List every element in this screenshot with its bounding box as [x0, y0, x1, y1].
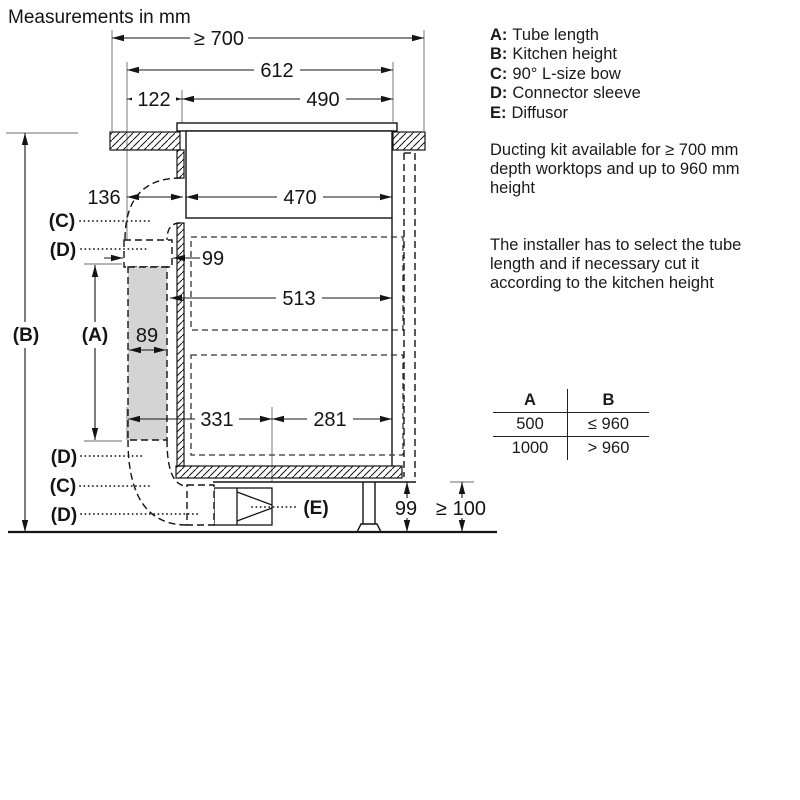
dim-99-plinth: 99: [394, 498, 418, 520]
top-bow-outer: [125, 178, 181, 240]
label-d-top: (D): [49, 240, 77, 261]
cabinet-bottom-panel: [176, 466, 402, 478]
legend-key: E:: [490, 103, 507, 122]
availability-note: [490, 141, 739, 198]
label-d-bottom: (D): [50, 505, 78, 526]
table-header-row: [493, 389, 649, 413]
diffusor: [214, 488, 272, 525]
hob-top-plate: [177, 123, 397, 131]
leg-foot: [357, 524, 381, 532]
legend-item-d: [490, 84, 641, 103]
table-cell: ≤ 960: [568, 413, 650, 437]
label-c-bottom: (C): [49, 476, 77, 497]
dim-612: 612: [260, 60, 294, 82]
table-row: [493, 437, 649, 461]
legend-item-a: [490, 26, 641, 45]
dim-122: 122: [137, 89, 171, 111]
table-header-a: A: [493, 389, 568, 413]
table-row: [493, 413, 649, 437]
legend-key: D:: [490, 84, 508, 103]
legend-item-b: [490, 45, 641, 64]
cabinet-side-panel: [177, 223, 184, 466]
legend-item-c: [490, 65, 641, 84]
table-header-b: B: [568, 389, 650, 413]
table-cell: 500: [493, 413, 568, 437]
tube-selection-table: [493, 389, 649, 460]
legend-key: C:: [490, 64, 508, 83]
label-e: (E): [303, 498, 329, 519]
legend-label: 90° L-size bow: [512, 64, 621, 83]
dim-depth-min: ≥ 700: [194, 28, 244, 50]
label-a: (A): [81, 325, 109, 346]
connector-sleeve-bottom: [187, 485, 214, 525]
note-line: depth worktops and up to 960 mm: [490, 160, 740, 178]
note-line: Ducting kit available for ≥ 700 mm: [490, 141, 739, 159]
dim-99-sleeve: 99: [201, 248, 225, 270]
dim-331: 331: [200, 409, 234, 431]
label-b: (B): [12, 325, 40, 346]
legend-label: Tube length: [512, 26, 599, 44]
legend-item-e: [490, 104, 641, 123]
dim-100-min: ≥ 100: [436, 498, 486, 520]
legend-label: Kitchen height: [512, 45, 617, 64]
tube: [128, 267, 167, 440]
dim-136: 136: [87, 187, 121, 209]
label-c-top: (C): [48, 211, 76, 232]
legend-label: Connector sleeve: [512, 84, 641, 103]
dimension-lines: [25, 38, 462, 532]
legend-label: Diffusor: [511, 103, 569, 122]
note-line: according to the kitchen height: [490, 274, 714, 292]
connector-sleeve-top: [124, 240, 172, 267]
legend-key: B:: [490, 45, 508, 64]
table-cell: > 960: [587, 439, 630, 457]
cabinet-lines: [8, 218, 497, 532]
note-line: The installer has to select the tube: [490, 236, 742, 254]
info-panel: [488, 0, 800, 560]
interior-space-lower: [191, 355, 403, 455]
dim-490: 490: [306, 89, 340, 111]
worktop-left: [110, 132, 180, 150]
dim-513: 513: [282, 288, 316, 310]
dim-470: 470: [283, 187, 317, 209]
note-line: height: [490, 179, 535, 197]
ducting-diagram: [0, 0, 500, 560]
label-d-mid: (D): [50, 447, 78, 468]
worktop-right: [393, 132, 425, 150]
installer-note: [490, 236, 741, 293]
diagram-title: Measurements in mm: [8, 7, 191, 28]
legend-key: A:: [490, 26, 508, 44]
dim-281: 281: [313, 409, 347, 431]
dim-89: 89: [135, 325, 159, 347]
dim-text-backgrounds: [9, 28, 492, 518]
table-cell: 1000: [493, 437, 568, 461]
note-line: length and if necessary cut it: [490, 255, 700, 273]
parts-legend: [490, 26, 641, 123]
cutout-edge-strip: [177, 150, 184, 178]
